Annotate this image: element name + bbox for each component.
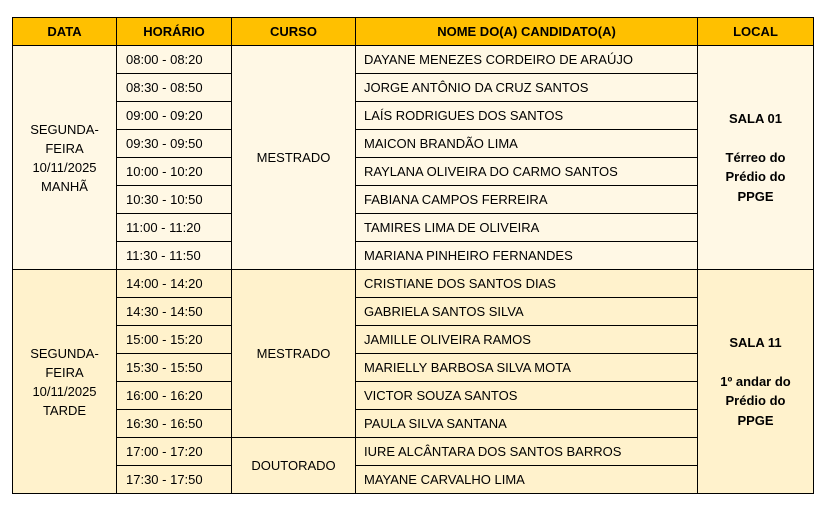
date-cell-manha [13,46,117,270]
location-room: SALA 11 [729,334,782,350]
candidate-name: DAYANE MENEZES CORDEIRO DE ARAÚJO [356,46,698,74]
date-line: FEIRA [45,140,84,156]
date-line: FEIRA [45,364,84,380]
time-cell: 14:30 - 14:50 [117,298,232,326]
time-cell: 08:30 - 08:50 [117,74,232,102]
candidate-name: RAYLANA OLIVEIRA DO CARMO SANTOS [356,158,698,186]
location-line: Prédio do [725,169,786,185]
location-line: 1º andar do [720,373,791,389]
table-row [13,438,814,466]
table-row [13,382,814,410]
candidate-name: JAMILLE OLIVEIRA RAMOS [356,326,698,354]
table-row [13,102,814,130]
spacer [698,352,813,372]
time-cell: 10:00 - 10:20 [117,158,232,186]
location-cell-sala-11 [698,270,814,494]
date-cell-tarde [13,270,117,494]
table-row [13,242,814,270]
date-line: SEGUNDA- [30,121,99,137]
candidate-name: CRISTIANE DOS SANTOS DIAS [356,270,698,298]
candidate-name: MAYANE CARVALHO LIMA [356,466,698,494]
location-room: SALA 01 [729,110,782,126]
date-line: SEGUNDA- [30,345,99,361]
candidate-name: MARIANA PINHEIRO FERNANDES [356,242,698,270]
date-line: 10/11/2025 [32,159,97,175]
table-row [13,214,814,242]
header-horario: HORÁRIO [117,18,232,46]
time-cell: 15:30 - 15:50 [117,354,232,382]
table-row [13,46,814,74]
location-line: Prédio do [725,393,786,409]
time-cell: 11:00 - 11:20 [117,214,232,242]
header-row [13,18,814,46]
schedule-table [12,17,814,494]
course-cell-doutorado: DOUTORADO [232,438,356,494]
location-line: PPGE [737,188,774,204]
location-line: Térreo do [725,149,786,165]
time-cell: 08:00 - 08:20 [117,46,232,74]
header-curso: CURSO [232,18,356,46]
time-cell: 10:30 - 10:50 [117,186,232,214]
candidate-name: LAÍS RODRIGUES DOS SANTOS [356,102,698,130]
header-nome: NOME DO(A) CANDIDATO(A) [356,18,698,46]
time-cell: 11:30 - 11:50 [117,242,232,270]
course-cell-mestrado: MESTRADO [232,46,356,270]
time-cell: 16:00 - 16:20 [117,382,232,410]
header-data: DATA [13,18,117,46]
candidate-name: JORGE ANTÔNIO DA CRUZ SANTOS [356,74,698,102]
table-row [13,130,814,158]
date-line: MANHÃ [41,178,88,194]
time-cell: 17:30 - 17:50 [117,466,232,494]
time-cell: 09:00 - 09:20 [117,102,232,130]
table-row [13,158,814,186]
table-row [13,354,814,382]
candidate-name: PAULA SILVA SANTANA [356,410,698,438]
table-row [13,410,814,438]
time-cell: 15:00 - 15:20 [117,326,232,354]
time-cell: 14:00 - 14:20 [117,270,232,298]
candidate-name: MARIELLY BARBOSA SILVA MOTA [356,354,698,382]
table-row [13,74,814,102]
header-local: LOCAL [698,18,814,46]
time-cell: 09:30 - 09:50 [117,130,232,158]
time-cell: 17:00 - 17:20 [117,438,232,466]
location-cell-sala-01 [698,46,814,270]
table-row [13,466,814,494]
spacer [698,128,813,148]
candidate-name: FABIANA CAMPOS FERREIRA [356,186,698,214]
course-cell-mestrado: MESTRADO [232,270,356,438]
candidate-name: IURE ALCÂNTARA DOS SANTOS BARROS [356,438,698,466]
candidate-name: GABRIELA SANTOS SILVA [356,298,698,326]
table-row [13,186,814,214]
date-line: 10/11/2025 [32,383,97,399]
candidate-name: MAICON BRANDÃO LIMA [356,130,698,158]
date-line: TARDE [42,402,87,418]
location-line: PPGE [737,412,774,428]
candidate-name: VICTOR SOUZA SANTOS [356,382,698,410]
table-row [13,298,814,326]
candidate-name: TAMIRES LIMA DE OLIVEIRA [356,214,698,242]
table-row [13,326,814,354]
table-row [13,270,814,298]
time-cell: 16:30 - 16:50 [117,410,232,438]
